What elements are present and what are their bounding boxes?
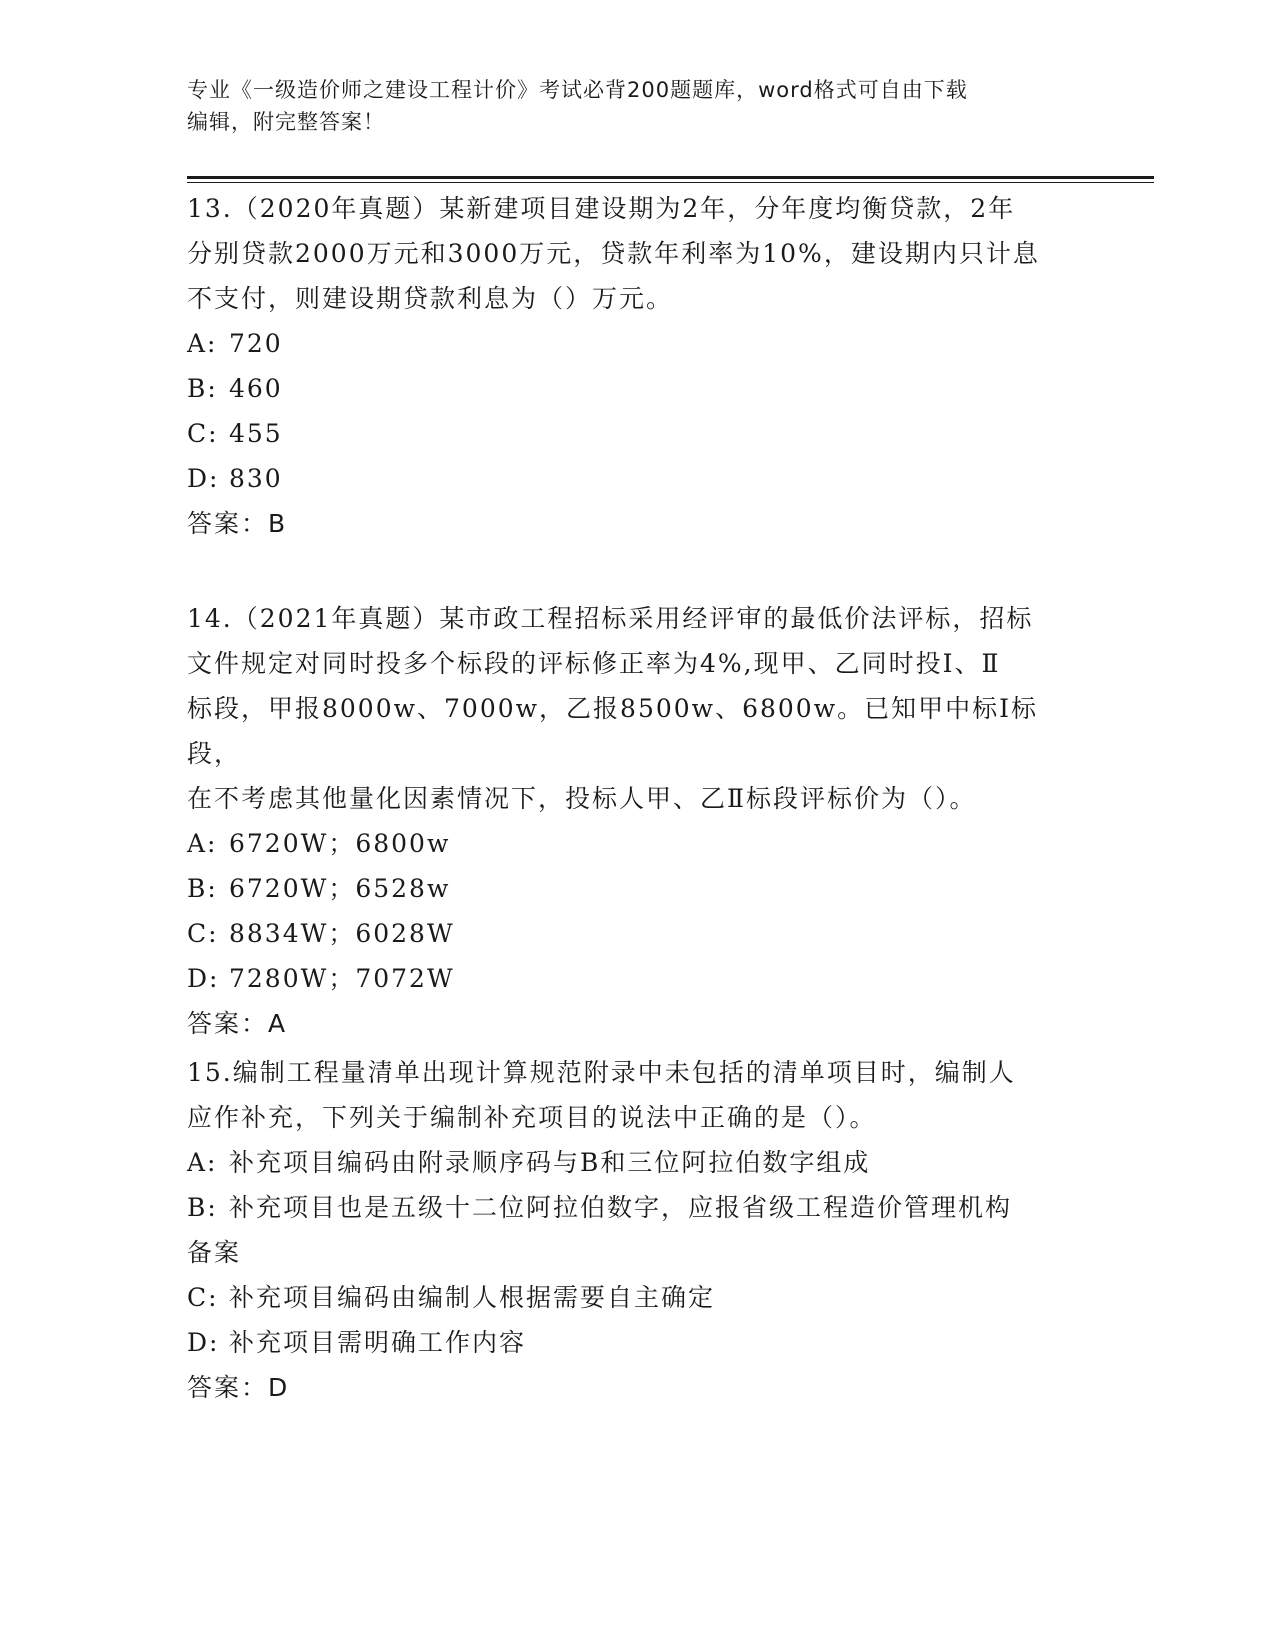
option-c: [187, 1275, 1087, 1320]
option-d: [187, 456, 1087, 501]
header-line-1: 专业《一级造价师之建设工程计价》考试必背200题题库，word格式可自由下载: [187, 78, 968, 102]
question-13: [187, 186, 1087, 546]
option-key: C:: [187, 919, 219, 948]
question-15: [187, 1050, 1087, 1410]
answer-line: 答案：A: [187, 1009, 288, 1038]
option-key: D:: [187, 964, 220, 993]
option-key: C:: [187, 419, 219, 448]
header-line-2: 编辑，附完整答案！: [187, 110, 385, 134]
header-divider-thick: [187, 176, 1154, 179]
option-text: 补充项目需明确工作内容: [229, 1328, 527, 1357]
option-key: A:: [187, 329, 218, 358]
option-text: 补充项目编码由附录顺序码与B和三位阿拉伯数字组成: [229, 1148, 871, 1177]
option-text: 6720W；6800w: [229, 829, 451, 858]
option-text: 6720W；6528w: [229, 874, 451, 903]
option-text: 补充项目编码由编制人根据需要自主确定: [229, 1283, 716, 1312]
option-text: 720: [229, 329, 283, 358]
option-key: A:: [187, 1148, 218, 1177]
answer-line: 答案：B: [187, 509, 288, 538]
option-key: D:: [187, 1328, 220, 1357]
question-text-line: 14.（2021年真题）某市政工程招标采用经评审的最低价法评标，招标: [187, 604, 1034, 633]
question-text-line: 13.（2020年真题）某新建项目建设期为2年，分年度均衡贷款，2年: [187, 194, 1016, 223]
option-b: [187, 866, 1087, 911]
question-text-line: 分别贷款2000万元和3000万元，贷款年利率为10%，建设期内只计息: [187, 239, 1040, 268]
option-text: 备案: [187, 1238, 242, 1267]
option-key: D:: [187, 464, 220, 493]
option-text: 7280W；7072W: [229, 964, 455, 993]
option-c: [187, 411, 1087, 456]
question-14: [187, 596, 1087, 1046]
option-c: [187, 911, 1087, 956]
option-text: 455: [229, 419, 283, 448]
option-b: [187, 1185, 1087, 1230]
option-a: [187, 1140, 1087, 1185]
option-key: B:: [187, 374, 218, 403]
option-b-continuation: [187, 1230, 1087, 1275]
option-text: 补充项目也是五级十二位阿拉伯数字，应报省级工程造价管理机构: [229, 1193, 1013, 1222]
question-text-line: 应作补充，下列关于编制补充项目的说法中正确的是（）。: [187, 1103, 877, 1132]
option-d: [187, 956, 1087, 1001]
question-text-line: 在不考虑其他量化因素情况下，投标人甲、乙Ⅱ标段评标价为（）。: [187, 784, 977, 813]
option-b: [187, 366, 1087, 411]
option-key: B:: [187, 1193, 218, 1222]
option-text: 460: [229, 374, 283, 403]
question-text-line: 标段，甲报8000w、7000w，乙报8500w、6800w。已知甲中标Ⅰ标段，: [187, 694, 1038, 768]
question-text-line: 文件规定对同时投多个标段的评标修正率为4%,现甲、乙同时投Ⅰ、Ⅱ: [187, 649, 1001, 678]
option-text: 830: [229, 464, 283, 493]
question-text-line: 15.编制工程量清单出现计算规范附录中未包括的清单项目时，编制人: [187, 1058, 1016, 1087]
answer-line: 答案：D: [187, 1373, 290, 1402]
option-text: 8834W；6028W: [229, 919, 455, 948]
option-a: [187, 321, 1087, 366]
option-key: B:: [187, 874, 218, 903]
header-divider-thin: [187, 182, 1154, 183]
option-d: [187, 1320, 1087, 1365]
option-a: [187, 821, 1087, 866]
document-header: [187, 74, 1067, 138]
option-key: A:: [187, 829, 218, 858]
question-text-line: 不支付，则建设期贷款利息为（）万元。: [187, 284, 674, 313]
option-key: C:: [187, 1283, 219, 1312]
